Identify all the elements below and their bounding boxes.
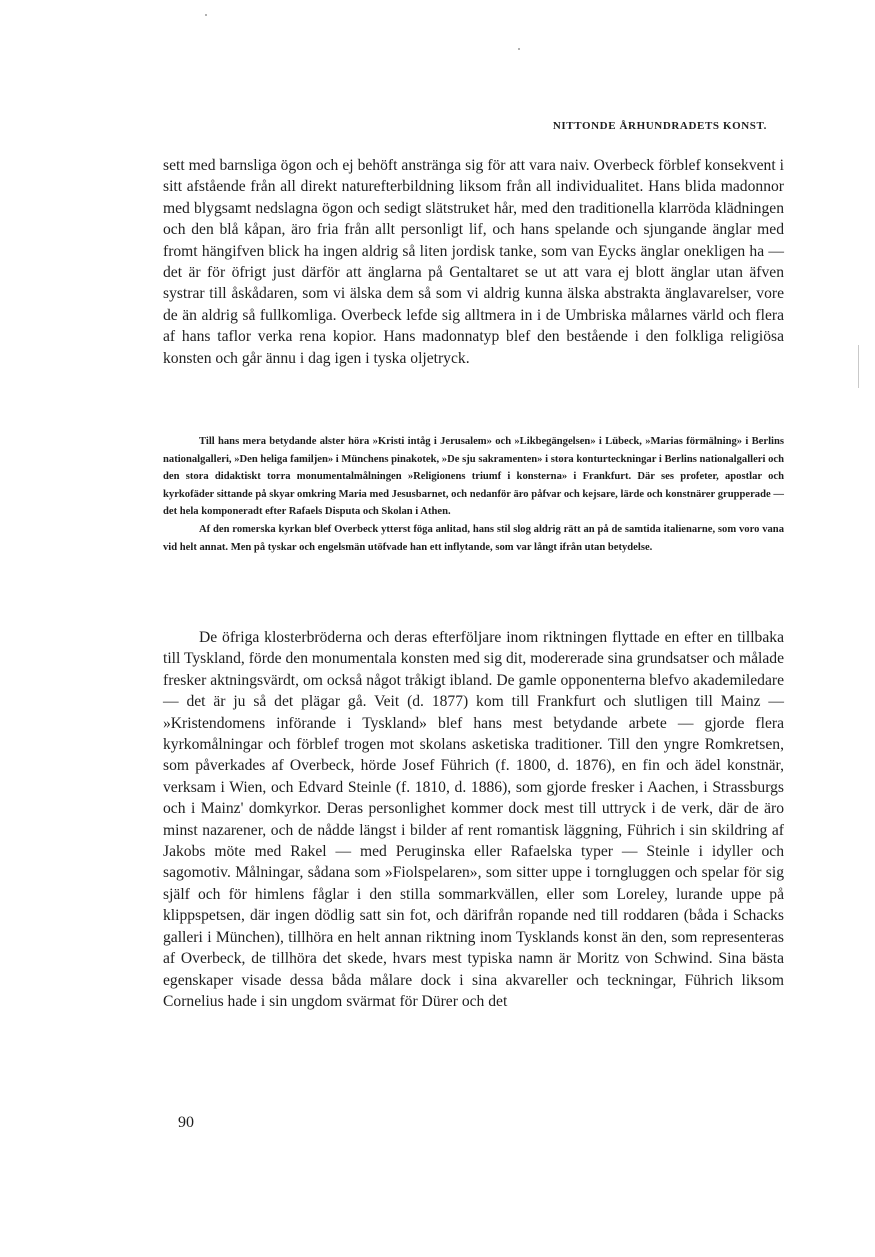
paragraph-text: De öfriga klosterbröderna och deras efterföljare inom riktningen flyttade en efter en tillbaka till Tyskland, förde den monumentala konsten med sig dit, modererade sina grundsatser och målade fresker aktningsvärdt, om också något tråkigt ibland. De gamle opponenterna blefvo akademiledare — det är ju så det plägar gå. Veit (d. 1877) kom till Frankfurt och slutligen till Mainz — »Kristendomens införande i Tyskland» blef hans mest betydande arbete — gjorde flera kyrkomålningar och förblef trogen mot skolans asketiska traditioner. Till den yngre Romkretsen, som påverkades af Overbeck, hörde Josef Führich (f. 1800, d. 1876), en fin och ädel konstnär, verksam i Wien, och Edvard Steinle (f. 1810, d. 1886), som gjorde fresker i Aachen, i Strassburgs och i Mainz' domkyrkor. Deras personlighet kommer dock mest till uttryck i de verk, där de äro minst nazarener, och de nådde längst i bilder af rent romantisk läggning, Führich i sin skildring af Jakobs möte med Rakel — med Peruginska eller Rafaelska typer — Steinle i idyller och sagomotiv. Målningar, sådana som »Fiolspelaren», som sitter uppe i torngluggen och spelar för sig själf och för himlens fåglar i den stilla sommarkvällen, eller som Loreley, lurande uppe på klippspetsen, där ingen dödlig satt sin fot, och därifrån ropande ned till roddaren (båda i Schacks galleri i München), tillhöra en helt annan riktning inom Tysklands konst än den, som representeras af Overbeck, de tillhöra det skede, hvars mest typiska namn är Moritz von Schwind. Sina bästa egenskaper visade dessa båda målare dock i sina akvareller och teckningar, Führich liksom Cornelius hade i sin ungdom svärmat för Dürer och det bbox=[163, 629, 784, 1010]
body-paragraph-2 bbox=[163, 627, 784, 1012]
page-number: 90 bbox=[178, 1114, 194, 1131]
scan-speck bbox=[205, 14, 207, 16]
footnote-paragraph-2: Af den romerska kyrkan blef Overbeck ytterst föga anlitad, hans stil slog aldrig rätt an på de samtida italienarne, som voro vana vid helt annat. Men på tyskar och engelsmän utöfvade han ett inflytande, som var långt ifrån utan betydelse. bbox=[163, 523, 784, 553]
footnote-paragraph-1: Till hans mera betydande alster höra »Kristi intåg i Jerusalem» och »Likbegängelsen» i Lübeck, »Marias förmälning» i Berlins nationalgalleri, »Den heliga familjen» i Münchens pinakotek, »De sju sakramenten» i stora konturteckningar i Berlins nationalgalleri och den stora didaktiskt torra monumentalmålningen »Religionens triumf i konsterna» i Frankfurt. Där ses profeter, apostlar och kyrkofäder sittande på skyar omkring Maria med Jesusbarnet, och nedanför äro påfvar och kejsare, lärde och konstnärer grupperade — det hela komponeradt efter Rafaels Disputa och Skolan i Athen. bbox=[163, 436, 784, 518]
paragraph-text: sett med barnsliga ögon och ej behöft anstränga sig för att vara naiv. Overbeck förblef konsekvent i sitt afstående från all direkt naturefterbildning liksom från all individualitet. Hans blida madonnor med blygsamt nedslagna ögon och sedigt slätstruket hår, med den traditionella klarröda klädningen och den blå kåpan, äro fria från allt personligt lif, och hans spelande och sjungande änglar med fromt hängifven blick ha ingen aldrig så liten jordisk tanke, som van Eycks änglar onekligen ha — det är för öfrigt just därför att änglarna på Gentaltaret se ut att vara ej blott änglar utan äfven systrar till åskådaren, som vi älska dem så som vi aldrig kunna älska abstrakta änglavarelser, vore de än aldrig så fullkomliga. Overbeck lefde sig alltmera in i de Umbriska målarnes värld och flera af hans taflor verka rena kopior. Hans madonnatyp blef den bestående i den folkliga religiösa konsten och går ännu i dag igen i tyska oljetryck. bbox=[163, 157, 784, 367]
scan-mark bbox=[858, 370, 859, 388]
scan-mark bbox=[858, 345, 859, 371]
running-head: NITTONDE ÅRHUNDRADETS KONST. bbox=[552, 120, 767, 132]
scan-speck bbox=[518, 48, 520, 50]
body-paragraph-1 bbox=[163, 155, 784, 369]
footnote-block bbox=[163, 433, 784, 556]
